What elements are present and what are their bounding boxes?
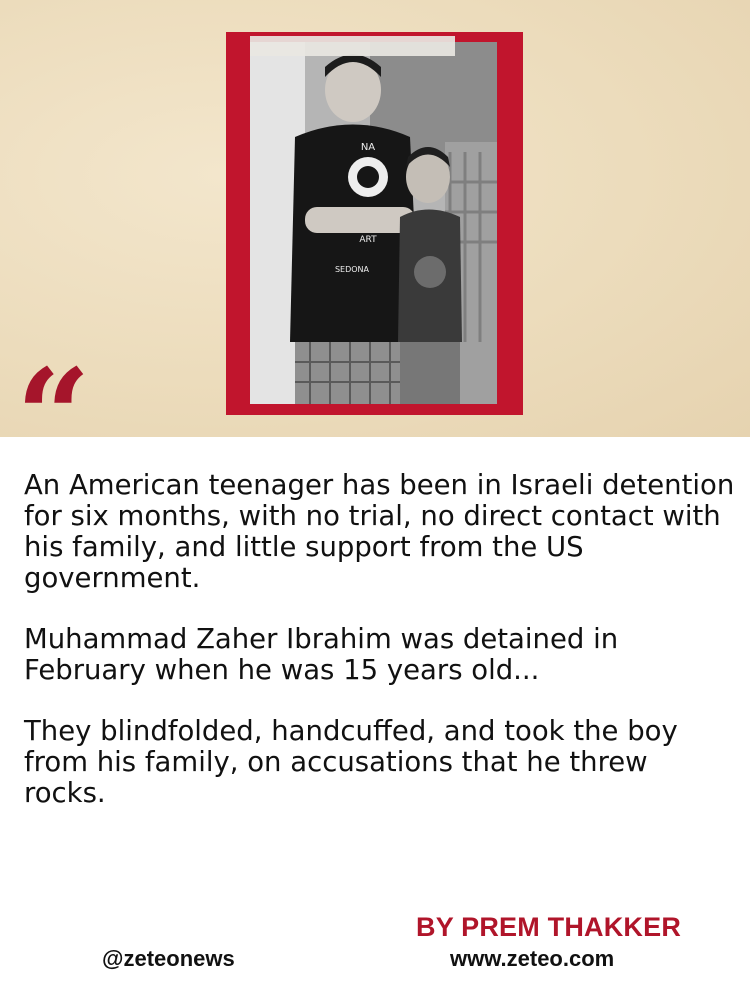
shirt-text-top: NA [360, 142, 376, 153]
photo-illustration [250, 42, 497, 404]
social-handle: @zeteonews [102, 946, 235, 971]
shirt-text-bottom: SEDONA [334, 265, 370, 274]
tape-strip [250, 36, 455, 56]
paragraph-1: An American teenager has been in Israeli detention for six months, with no trial, no direct contact with his family, and little support from the US government. [24, 469, 735, 594]
article-excerpt [24, 470, 736, 839]
shirt-text-mid: ART [359, 235, 377, 245]
quote-mark-icon: “ [16, 340, 91, 493]
website-link[interactable]: www.zeteo.com [450, 946, 615, 971]
paragraph-2: Muhammad Zaher Ibrahim was detained in February when he was 15 years old... [24, 623, 619, 686]
byline: BY PREM THAKKER [416, 912, 682, 942]
paragraph-3: They blindfolded, handcuffed, and took the boy from his family, on accusations that he threw rocks. [24, 715, 678, 809]
photo [250, 42, 497, 404]
